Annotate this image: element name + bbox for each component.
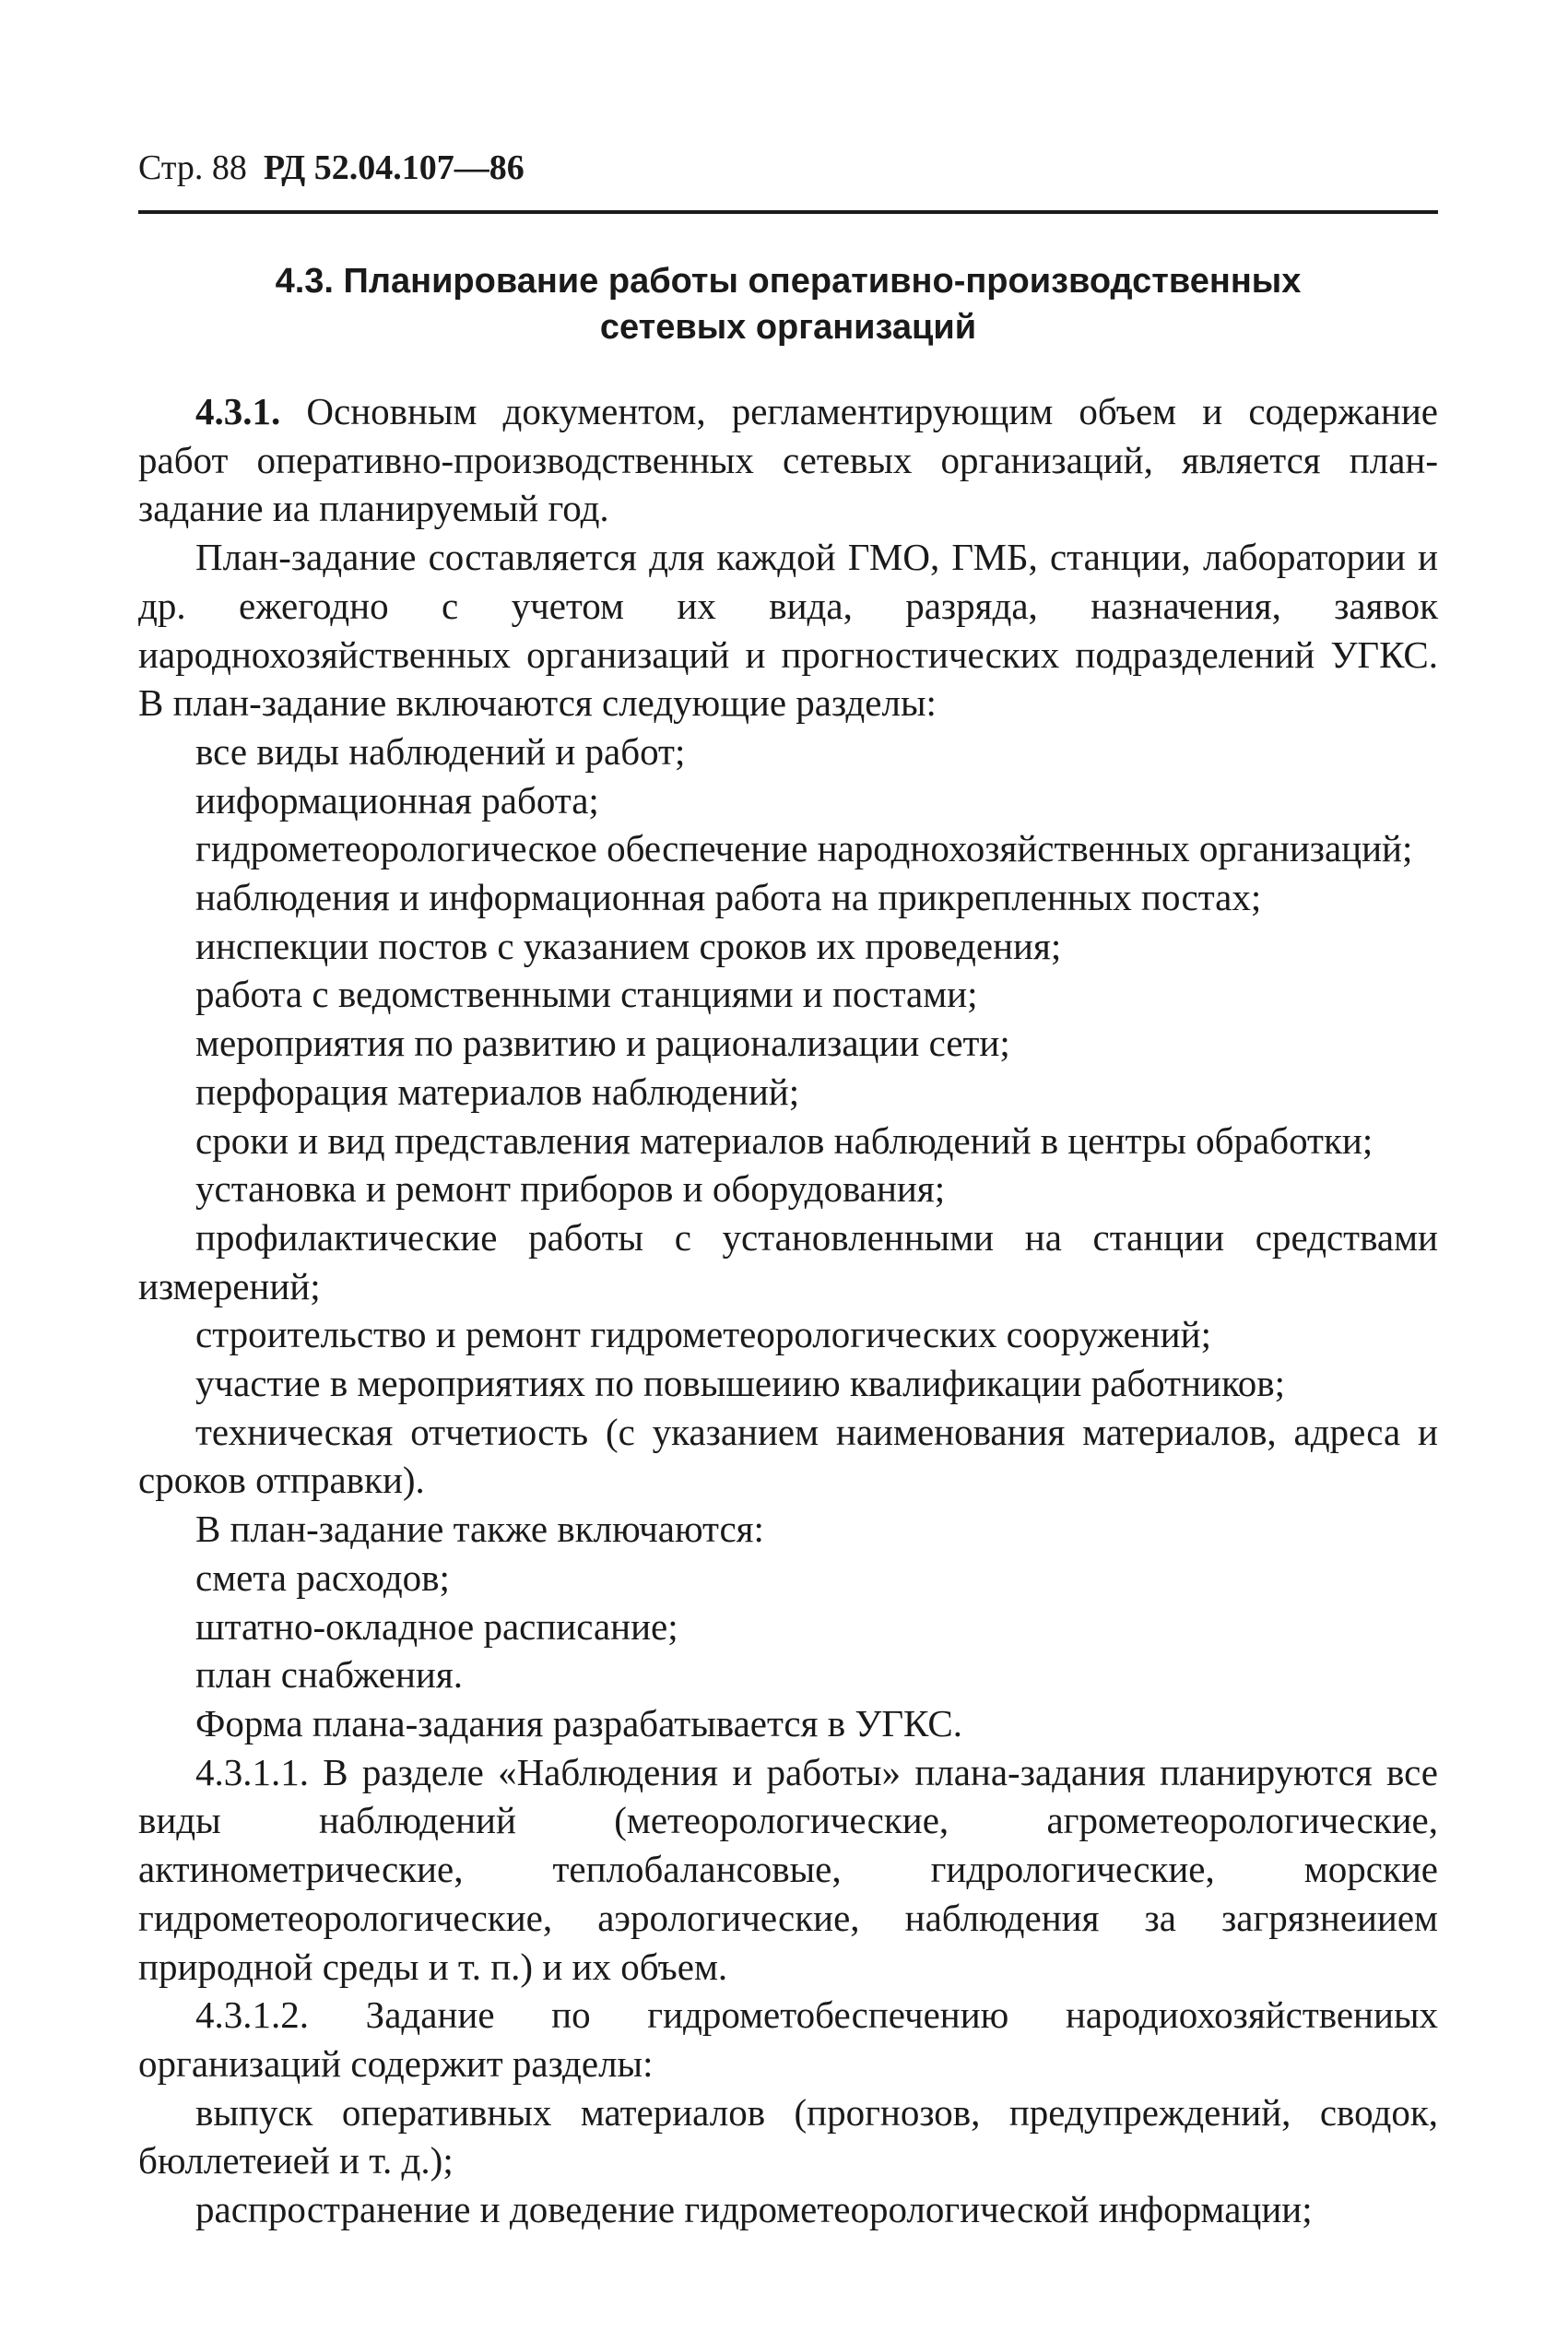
list-item: гидрометеорологическое обеспечение народнохозяйственных организаций; xyxy=(195,827,1413,870)
list-item: установка и ремонт приборов и оборудования; xyxy=(195,1167,946,1211)
paragraph-form: Форма плана-задания разрабатывается в УГКС. xyxy=(195,1701,962,1745)
section-title xyxy=(138,258,1438,350)
list-item: техническая отчетиость (с указанием наименования материалов, адреса и сроков отправки). xyxy=(138,1410,1438,1502)
list-item: распространение и доведение гидрометеорологической информации; xyxy=(195,2188,1313,2231)
list-item: наблюдения и информационная работа на прикрепленных постах; xyxy=(195,876,1262,919)
list-item: участие в мероприятиях по повышеиию квалификации работников; xyxy=(195,1362,1286,1405)
list-item: сроки и вид представления материалов наблюдений в центры обработки; xyxy=(195,1118,1373,1162)
list-item: выпуск оперативных материалов (прогнозов, предупреждений, сводок, бюллетеией и т. д.); xyxy=(138,2090,1438,2182)
list-item: план снабжения. xyxy=(195,1653,463,1697)
section-title-line-2: сетевых организаций xyxy=(599,308,977,347)
sections-list xyxy=(138,727,1438,1505)
also-list xyxy=(138,1554,1438,1699)
list-item: мероприятия по развитию и рационализации сети; xyxy=(195,1022,1010,1065)
list-item: строительство и ремонт гидрометеорологических сооружений; xyxy=(195,1313,1211,1356)
list-item: смета расходов; xyxy=(195,1555,450,1599)
section-title-line-1: 4.3. Планирование работы оперативно-производственных xyxy=(275,262,1302,301)
paragraph-also-included: В план-задание также включаются: xyxy=(195,1508,764,1551)
paragraph-number: 4.3.1. xyxy=(195,390,281,432)
document-body xyxy=(138,387,1438,2234)
list-item: ииформационная работа; xyxy=(195,778,599,822)
list-item: штатно-окладное расписание; xyxy=(195,1604,678,1648)
page-number: Стр. 88 xyxy=(138,148,247,187)
header-rule xyxy=(138,210,1438,214)
list-item: работа с ведомственными станциями и постами; xyxy=(195,973,978,1016)
page-header xyxy=(138,148,1438,190)
list-item: все виды наблюдений и работ; xyxy=(195,729,686,773)
paragraph-4-3-1-1: 4.3.1.1. В разделе «Наблюдения и работы» плана-задания планируются все виды наблюдений (метеорологические, агрометеорологические, актинометрические, теплобалансовые, гидрологические, морские гидрометеорологические, аэрологические, наблюдения за загрязнеиием природной среды и т. п.) и их объем. xyxy=(138,1750,1438,1988)
paragraph-4-3-1 xyxy=(138,387,1438,533)
list-item: перфорация материалов наблюдений; xyxy=(195,1070,800,1113)
list-item: профилактические работы с установленными на станции средствами измерений; xyxy=(138,1215,1438,1307)
document-page xyxy=(138,148,1438,2234)
sections2-list xyxy=(138,2088,1438,2234)
paragraph-plan-task: План-задание составляется для каждой ГМО, ГМБ, станции, лаборатории и др. ежегодно с учетом их вида, разряда, назначения, заявок иароднохозяйственных организаций и прогностических подразделений УГКС. В план-задание включаются следующие разделы: xyxy=(138,536,1438,725)
paragraph-text: Основным документом, регламентирующим объем и содержание работ оперативно-производственных сетевых организаций, является план-задание иа планируемый год. xyxy=(138,390,1439,530)
document-code: РД 52.04.107—86 xyxy=(263,148,525,187)
list-item: инспекции постов с указанием сроков их проведения; xyxy=(195,924,1062,967)
paragraph-4-3-1-2: 4.3.1.2. Задание по гидрометобеспечению народиохозяйствениых организаций содержит разделы: xyxy=(138,1993,1438,2085)
